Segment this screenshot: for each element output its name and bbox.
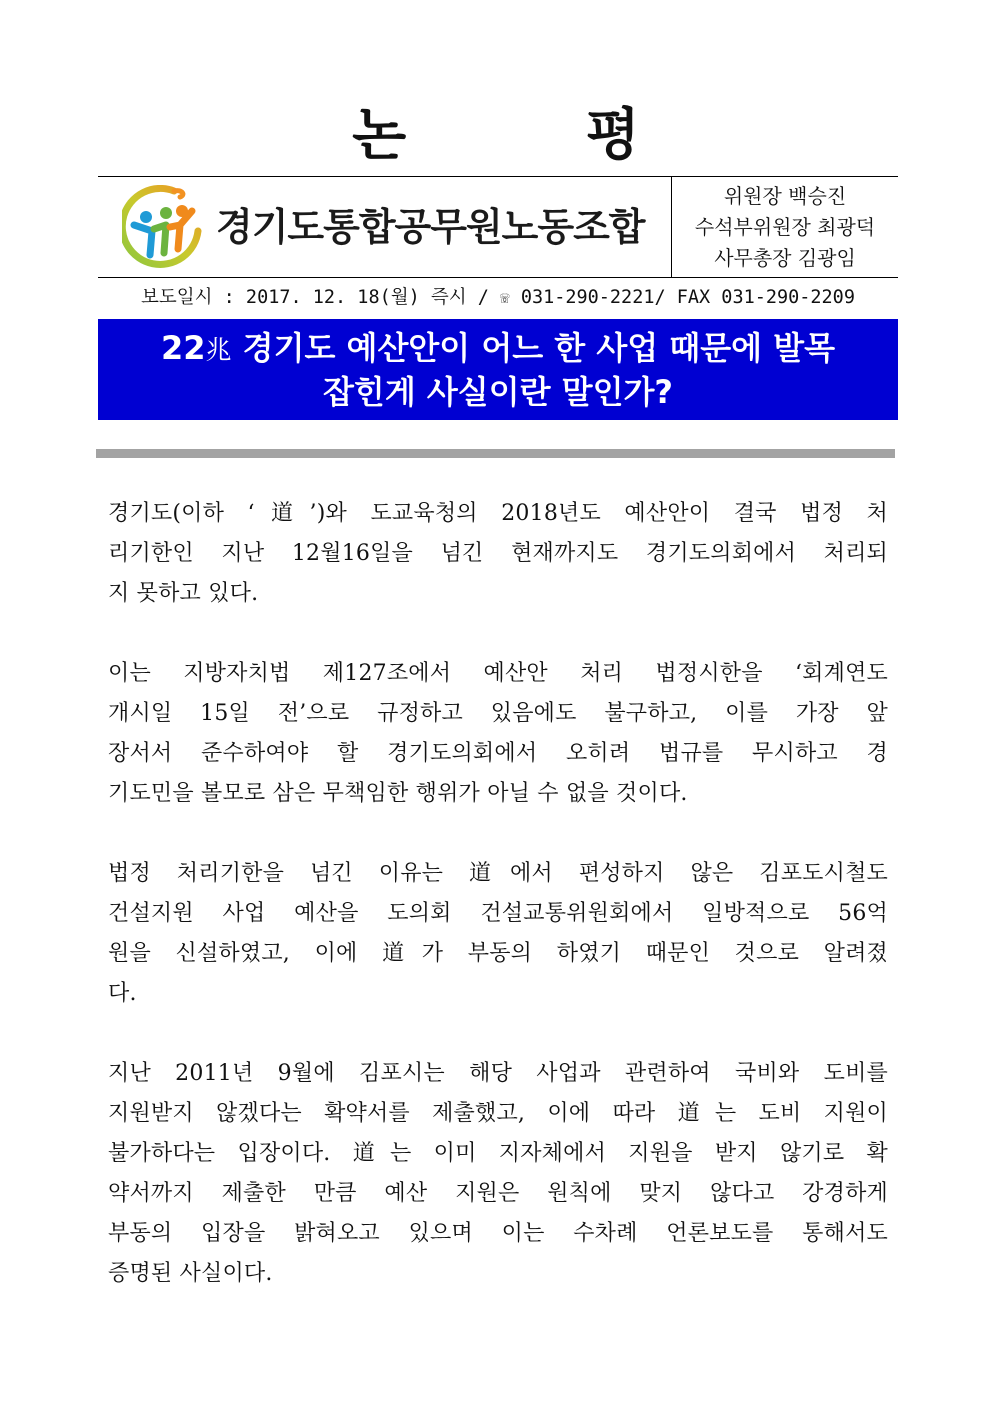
officer-senior-vice-chair: 수석부위원장 최광덕 (694, 214, 876, 239)
headline-line-1: 22兆 경기도 예산안이 어느 한 사업 때문에 발목 (160, 329, 836, 367)
paragraph-3: 법정 처리기한을 넘긴 이유는 道에서 편성하지 않은 김포도시철도 건설지원 사업 예산을 도의회 건설교통위원회에서 일방적으로 56억 원을 신설하였고, 이에 道가 부동의 하였기 때문인 것으로 알려졌 다. (108, 861, 888, 1006)
fax-number: FAX 031-290-2209 (676, 287, 855, 308)
section-divider (96, 449, 895, 458)
headline-line-2: 잡힌게 사실이란 말인가? (323, 373, 673, 411)
release-date: 보도일시 : 2017. 12. 18(월) 즉시 / (141, 287, 489, 308)
release-dateline (98, 282, 898, 314)
organization-cell (98, 177, 672, 277)
officer-secretary-general: 사무총장 김광임 (714, 245, 856, 270)
trillion-unit: 兆 (205, 336, 232, 366)
paragraph-1: 경기도(이하 ‘道’)와 도교육청의 2018년도 예산안이 결국 법정 처 리기한인 지난 12월16일을 넘긴 현재까지도 경기도의회에서 처리되 지 못하고 있다. (108, 501, 888, 606)
organization-name: 경기도통합공무원노동조합 (216, 205, 645, 249)
officers-list (672, 177, 898, 277)
officer-chair: 위원장 백승진 (723, 183, 847, 208)
union-logo-icon (122, 185, 206, 269)
headline-banner (98, 319, 898, 420)
header-box (98, 176, 898, 278)
article-body (108, 494, 888, 1334)
document-title: 논 평 (352, 102, 720, 168)
phone-number: 031-290-2221/ (520, 287, 666, 308)
paragraph-4: 지난 2011년 9월에 김포시는 해당 사업과 관련하여 국비와 도비를 지원받지 않겠다는 확약서를 제출했고, 이에 따라 道는 도비 지원이 불가하다는 입장이다. 道는 이미 지자체에서 지원을 받지 않기로 확 약서까지 제출한 만큼 예산 지원은 원칙에 맞지 않다고 강경하게 부동의 입장을 밝혀오고 있으며 이는 수차례 언론보도를 통해서도 증명된 사실이다. (108, 1061, 888, 1286)
telephone-icon: ☏ (500, 288, 510, 307)
paragraph-2: 이는 지방자치법 제127조에서 예산안 처리 법정시한을 ‘회계연도 개시일 15일 전’으로 규정하고 있음에도 불구하고, 이를 가장 앞 장서서 준수하여야 할 경기도의회에서 오히려 법규를 무시하고 경 기도민을 볼모로 삼은 무책임한 행위가 아닐 수 없을 것이다. (108, 661, 888, 806)
